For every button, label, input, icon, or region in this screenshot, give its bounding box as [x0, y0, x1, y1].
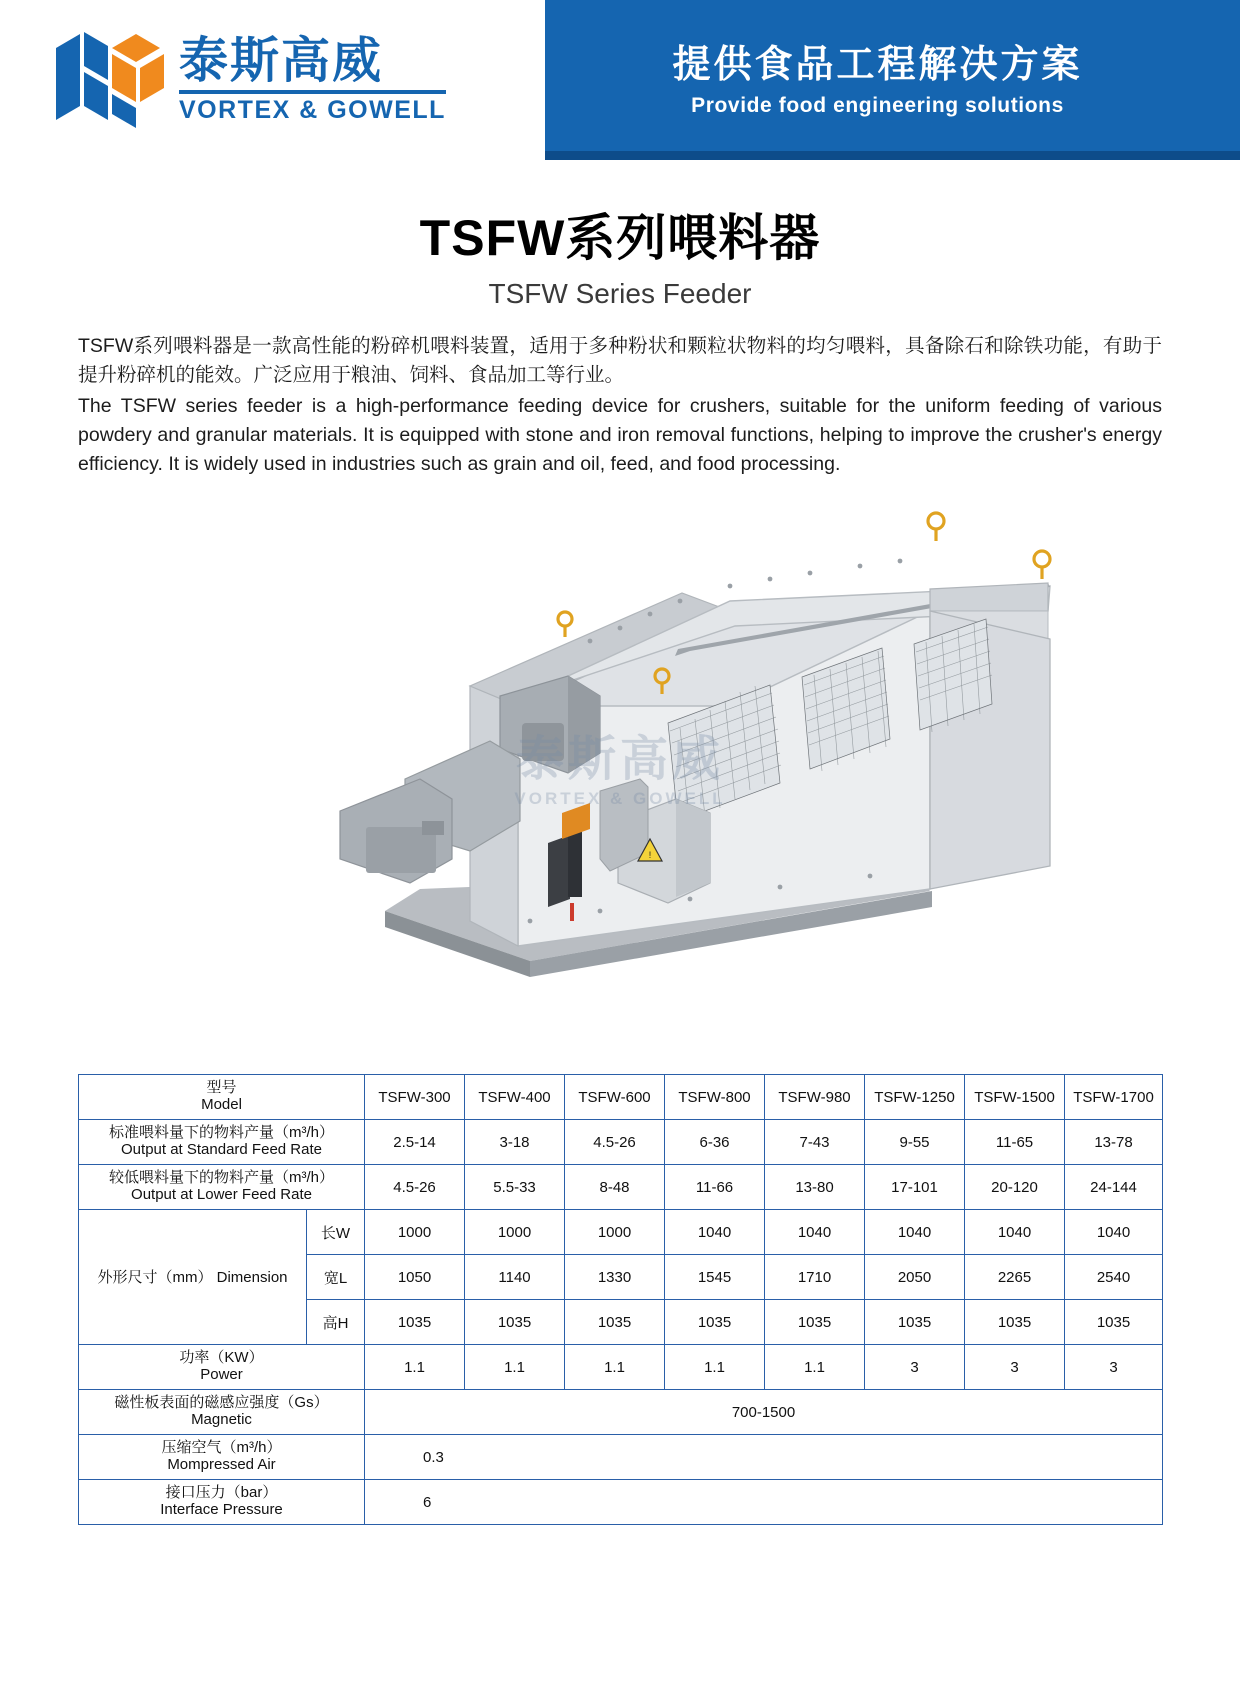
cell-lower-7: 20-120 — [965, 1165, 1065, 1210]
row-label-power-en: Power — [200, 1366, 243, 1384]
row-label-magnetic-cn: 磁性板表面的磁感应强度（Gs） — [114, 1394, 329, 1412]
cell-model-6: TSFW-1250 — [865, 1075, 965, 1120]
cell-dim-w-6: 1040 — [865, 1210, 965, 1255]
page-title-area — [0, 198, 1240, 310]
spec-table — [78, 1074, 1163, 1525]
cell-dim-h-2: 1035 — [465, 1300, 565, 1345]
row-label-lower-rate-cn: 较低喂料量下的物料产量（m³/h） — [109, 1169, 335, 1187]
cell-dim-h-7: 1035 — [965, 1300, 1065, 1345]
cell-power-1: 1.1 — [365, 1345, 465, 1390]
cell-model-3: TSFW-600 — [565, 1075, 665, 1120]
cell-dim-h-6: 1035 — [865, 1300, 965, 1345]
feeder-illustration — [170, 491, 1070, 1051]
intro-text — [78, 332, 1162, 479]
row-label-interface-pressure-cn: 接口压力（bar） — [165, 1484, 278, 1502]
row-label-lower-rate-en: Output at Lower Feed Rate — [131, 1186, 312, 1204]
row-label-model — [79, 1075, 365, 1120]
cell-dim-l-2: 1140 — [465, 1255, 565, 1300]
header-slogan — [545, 42, 1240, 118]
sub-label-width-w: 长W — [307, 1210, 365, 1255]
cell-dim-l-6: 2050 — [865, 1255, 965, 1300]
cell-compressed-air-value: 0.3 — [365, 1435, 1163, 1480]
cell-dim-l-4: 1545 — [665, 1255, 765, 1300]
logo-text — [179, 34, 446, 124]
table-row-power — [79, 1345, 1163, 1390]
cell-power-7: 3 — [965, 1345, 1065, 1390]
cell-dim-w-4: 1040 — [665, 1210, 765, 1255]
logo-block — [0, 0, 545, 160]
cell-standard-5: 7-43 — [765, 1120, 865, 1165]
intro-paragraph-cn: TSFW系列喂料器是一款高性能的粉碎机喂料装置，适用于多种粉状和颗粒状物料的均匀喂料，具备除石和除铁功能，有助于提升粉碎机的能效。广泛应用于粮油、饲料、食品加工等行业。 — [78, 335, 1162, 387]
watermark-en: VORTEX & GOWELL — [514, 789, 726, 809]
cell-power-2: 1.1 — [465, 1345, 565, 1390]
intro-paragraph-en: The TSFW series feeder is a high-performance feeding device for crushers, suitable for the uniform feeding of various powdery and granular materials. It is equipped with stone and iron removal functions, helping to improve the crusher's energy efficiency. It is widely used in industries such as grain and oil, feed, and food processing. — [78, 394, 1162, 475]
cell-dim-w-5: 1040 — [765, 1210, 865, 1255]
cell-model-7: TSFW-1500 — [965, 1075, 1065, 1120]
row-label-dimension — [79, 1210, 307, 1345]
cell-lower-3: 8-48 — [565, 1165, 665, 1210]
cell-dim-l-8: 2540 — [1065, 1255, 1163, 1300]
table-row-lower-rate — [79, 1165, 1163, 1210]
row-label-standard-rate — [79, 1120, 365, 1165]
row-label-model-cn: 型号 — [206, 1079, 237, 1097]
row-label-power-cn: 功率（KW） — [179, 1349, 264, 1367]
cell-model-4: TSFW-800 — [665, 1075, 765, 1120]
row-label-compressed-air — [79, 1435, 365, 1480]
row-label-interface-pressure-en: Interface Pressure — [160, 1501, 283, 1519]
table-row-standard-rate — [79, 1120, 1163, 1165]
row-label-model-en: Model — [201, 1096, 242, 1114]
cell-dim-l-5: 1710 — [765, 1255, 865, 1300]
cell-model-8: TSFW-1700 — [1065, 1075, 1163, 1120]
cell-dim-l-1: 1050 — [365, 1255, 465, 1300]
cell-lower-5: 13-80 — [765, 1165, 865, 1210]
cell-dim-h-3: 1035 — [565, 1300, 665, 1345]
cell-dim-w-3: 1000 — [565, 1210, 665, 1255]
cell-dim-l-3: 1330 — [565, 1255, 665, 1300]
row-label-power — [79, 1345, 365, 1390]
cell-standard-1: 2.5-14 — [365, 1120, 465, 1165]
page-header — [0, 0, 1240, 160]
table-row-magnetic — [79, 1390, 1163, 1435]
cell-magnetic-value: 700-1500 — [365, 1390, 1163, 1435]
row-label-magnetic-en: Magnetic — [191, 1411, 252, 1429]
cell-dim-w-7: 1040 — [965, 1210, 1065, 1255]
cell-interface-pressure-value: 6 — [365, 1480, 1163, 1525]
cell-dim-l-7: 2265 — [965, 1255, 1065, 1300]
cell-lower-8: 24-144 — [1065, 1165, 1163, 1210]
row-label-compressed-air-cn: 压缩空气（m³/h） — [161, 1439, 282, 1457]
cell-model-2: TSFW-400 — [465, 1075, 565, 1120]
cell-standard-2: 3-18 — [465, 1120, 565, 1165]
row-label-compressed-air-en: Mompressed Air — [167, 1456, 276, 1474]
row-label-standard-rate-en: Output at Standard Feed Rate — [121, 1141, 322, 1159]
slogan-en: Provide food engineering solutions — [691, 93, 1064, 117]
cell-standard-7: 11-65 — [965, 1120, 1065, 1165]
slogan-cn: 提供食品工程解决方案 — [672, 44, 1083, 87]
row-label-standard-rate-cn: 标准喂料量下的物料产量（m³/h） — [109, 1124, 335, 1142]
row-label-dimension-en: Dimension — [216, 1268, 288, 1286]
cell-lower-6: 17-101 — [865, 1165, 965, 1210]
cell-standard-6: 9-55 — [865, 1120, 965, 1165]
company-logo-icon — [50, 28, 165, 133]
cell-lower-2: 5.5-33 — [465, 1165, 565, 1210]
cell-dim-h-5: 1035 — [765, 1300, 865, 1345]
cell-model-5: TSFW-980 — [765, 1075, 865, 1120]
page-title-cn: TSFW系列喂料器 — [419, 210, 821, 266]
table-row-dimension-w — [79, 1210, 1163, 1255]
cell-power-4: 1.1 — [665, 1345, 765, 1390]
watermark-cn: 泰斯高威 — [515, 733, 725, 787]
cell-dim-h-8: 1035 — [1065, 1300, 1163, 1345]
cell-dim-w-1: 1000 — [365, 1210, 465, 1255]
cell-lower-4: 11-66 — [665, 1165, 765, 1210]
cell-dim-h-1: 1035 — [365, 1300, 465, 1345]
product-image — [0, 491, 1240, 1066]
page-title-en: TSFW Series Feeder — [488, 278, 752, 309]
table-row-interface-pressure — [79, 1480, 1163, 1525]
cell-model-1: TSFW-300 — [365, 1075, 465, 1120]
cell-power-5: 1.1 — [765, 1345, 865, 1390]
cell-dim-h-4: 1035 — [665, 1300, 765, 1345]
row-label-interface-pressure — [79, 1480, 365, 1525]
table-row-model — [79, 1075, 1163, 1120]
row-label-magnetic — [79, 1390, 365, 1435]
cell-power-3: 1.1 — [565, 1345, 665, 1390]
sub-label-length-l: 宽L — [307, 1255, 365, 1300]
row-label-dimension-cn: 外形尺寸（mm） — [97, 1268, 213, 1286]
row-label-lower-rate — [79, 1165, 365, 1210]
cell-power-6: 3 — [865, 1345, 965, 1390]
spec-table-wrapper — [78, 1074, 1162, 1525]
cell-standard-3: 4.5-26 — [565, 1120, 665, 1165]
logo-company-en: VORTEX & GOWELL — [179, 96, 446, 124]
cell-lower-1: 4.5-26 — [365, 1165, 465, 1210]
cell-dim-w-8: 1040 — [1065, 1210, 1163, 1255]
cell-dim-w-2: 1000 — [465, 1210, 565, 1255]
logo-company-cn: 泰斯高威 — [179, 34, 384, 88]
svg-text:!: ! — [648, 850, 652, 861]
sub-label-height-h: 高H — [307, 1300, 365, 1345]
cell-power-8: 3 — [1065, 1345, 1163, 1390]
cell-standard-8: 13-78 — [1065, 1120, 1163, 1165]
cell-standard-4: 6-36 — [665, 1120, 765, 1165]
table-row-compressed-air — [79, 1435, 1163, 1480]
